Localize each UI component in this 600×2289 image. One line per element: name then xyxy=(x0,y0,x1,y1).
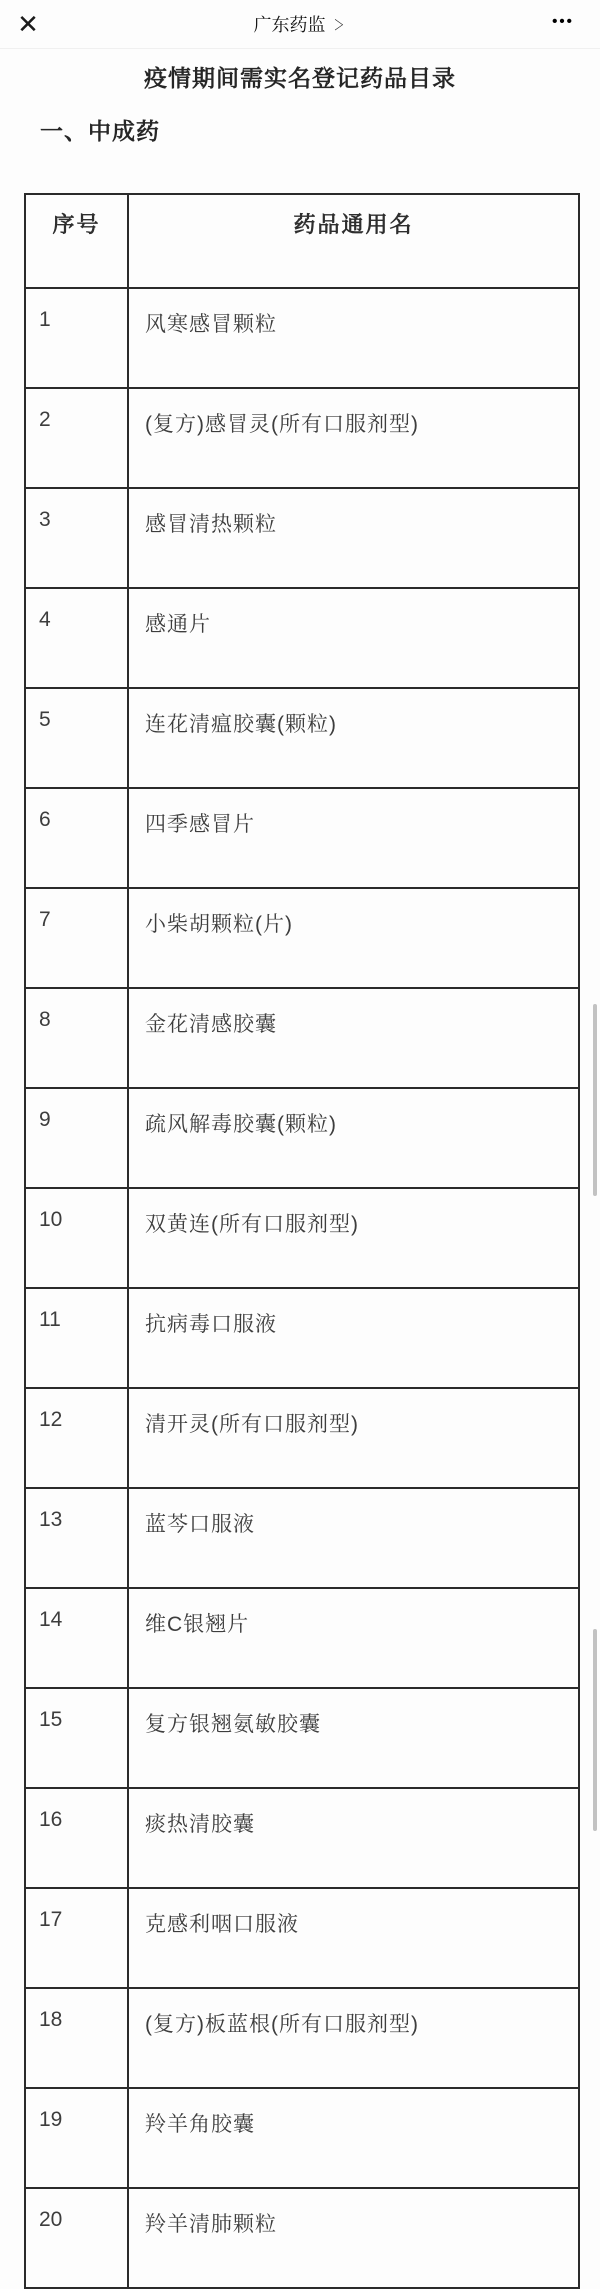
scrollbar-thumb[interactable] xyxy=(593,1629,597,1831)
close-icon[interactable]: ✕ xyxy=(0,0,56,48)
row-index-cell: 19 xyxy=(25,2088,128,2188)
drug-name-cell: 疏风解毒胶囊(颗粒) xyxy=(128,1088,579,1188)
table-row xyxy=(25,1588,579,1688)
table-row xyxy=(25,1488,579,1588)
chevron-right-icon: ＞ xyxy=(333,16,345,34)
scrollbar-thumb[interactable] xyxy=(593,1004,597,1196)
page-title: 疫情期间需实名登记药品目录 xyxy=(144,65,456,91)
table-row xyxy=(25,1088,579,1188)
drug-name-cell: 清开灵(所有口服剂型) xyxy=(128,1388,579,1488)
drug-name-cell: (复方)感冒灵(所有口服剂型) xyxy=(128,388,579,488)
drug-name-cell: 羚羊角胶囊 xyxy=(128,2088,579,2188)
row-index-cell: 3 xyxy=(25,488,128,588)
row-index-cell: 9 xyxy=(25,1088,128,1188)
navbar xyxy=(0,0,600,49)
drug-name-cell: 连花清瘟胶囊(颗粒) xyxy=(128,688,579,788)
row-index-cell: 14 xyxy=(25,1588,128,1688)
drug-name-cell: 双黄连(所有口服剂型) xyxy=(128,1188,579,1288)
table-row xyxy=(25,1288,579,1388)
row-index-cell: 18 xyxy=(25,1988,128,2088)
table-row xyxy=(25,1988,579,2088)
drug-name-cell: 风寒感冒颗粒 xyxy=(128,288,579,388)
account-title-link[interactable] xyxy=(253,0,346,48)
drug-name-cell: 四季感冒片 xyxy=(128,788,579,888)
table-row xyxy=(25,688,579,788)
row-index-cell: 12 xyxy=(25,1388,128,1488)
table-row xyxy=(25,2188,579,2288)
drug-name-cell: 复方银翘氨敏胶囊 xyxy=(128,1688,579,1788)
table-header-row xyxy=(25,194,579,288)
drug-name-cell: 感冒清热颗粒 xyxy=(128,488,579,588)
account-name: 广东药监 xyxy=(253,15,326,35)
table-row xyxy=(25,288,579,388)
row-index-cell: 15 xyxy=(25,1688,128,1788)
drug-name-cell: (复方)板蓝根(所有口服剂型) xyxy=(128,1988,579,2088)
row-index-cell: 13 xyxy=(25,1488,128,1588)
row-index-cell: 16 xyxy=(25,1788,128,1888)
row-index-cell: 6 xyxy=(25,788,128,888)
row-index-cell: 10 xyxy=(25,1188,128,1288)
drug-name-cell: 抗病毒口服液 xyxy=(128,1288,579,1388)
drug-name-cell: 维C银翘片 xyxy=(128,1588,579,1688)
drug-name-cell: 克感利咽口服液 xyxy=(128,1888,579,1988)
drug-name-cell: 痰热清胶囊 xyxy=(128,1788,579,1888)
drug-name-cell: 金花清感胶囊 xyxy=(128,988,579,1088)
section-heading: 一、中成药 xyxy=(40,118,160,144)
table-row xyxy=(25,788,579,888)
table-row xyxy=(25,588,579,688)
drug-table xyxy=(24,193,580,2289)
row-index-cell: 2 xyxy=(25,388,128,488)
row-index-cell: 20 xyxy=(25,2188,128,2288)
drug-name-cell: 感通片 xyxy=(128,588,579,688)
drug-name-cell: 小柴胡颗粒(片) xyxy=(128,888,579,988)
table-row xyxy=(25,388,579,488)
row-index-cell: 1 xyxy=(25,288,128,388)
table-row xyxy=(25,488,579,588)
table-row xyxy=(25,1188,579,1288)
row-index-cell: 8 xyxy=(25,988,128,1088)
more-menu-icon[interactable]: ••• xyxy=(536,0,600,48)
row-index-cell: 7 xyxy=(25,888,128,988)
row-index-cell: 17 xyxy=(25,1888,128,1988)
column-header-name: 药品通用名 xyxy=(128,194,579,288)
row-index-cell: 5 xyxy=(25,688,128,788)
row-index-cell: 11 xyxy=(25,1288,128,1388)
table-row xyxy=(25,1388,579,1488)
table-row xyxy=(25,2088,579,2188)
table-row xyxy=(25,888,579,988)
drug-name-cell: 蓝芩口服液 xyxy=(128,1488,579,1588)
table-row xyxy=(25,1788,579,1888)
table-row xyxy=(25,1888,579,1988)
drug-name-cell: 羚羊清肺颗粒 xyxy=(128,2188,579,2288)
column-header-no: 序号 xyxy=(25,194,128,288)
table-row xyxy=(25,1688,579,1788)
row-index-cell: 4 xyxy=(25,588,128,688)
table-row xyxy=(25,988,579,1088)
